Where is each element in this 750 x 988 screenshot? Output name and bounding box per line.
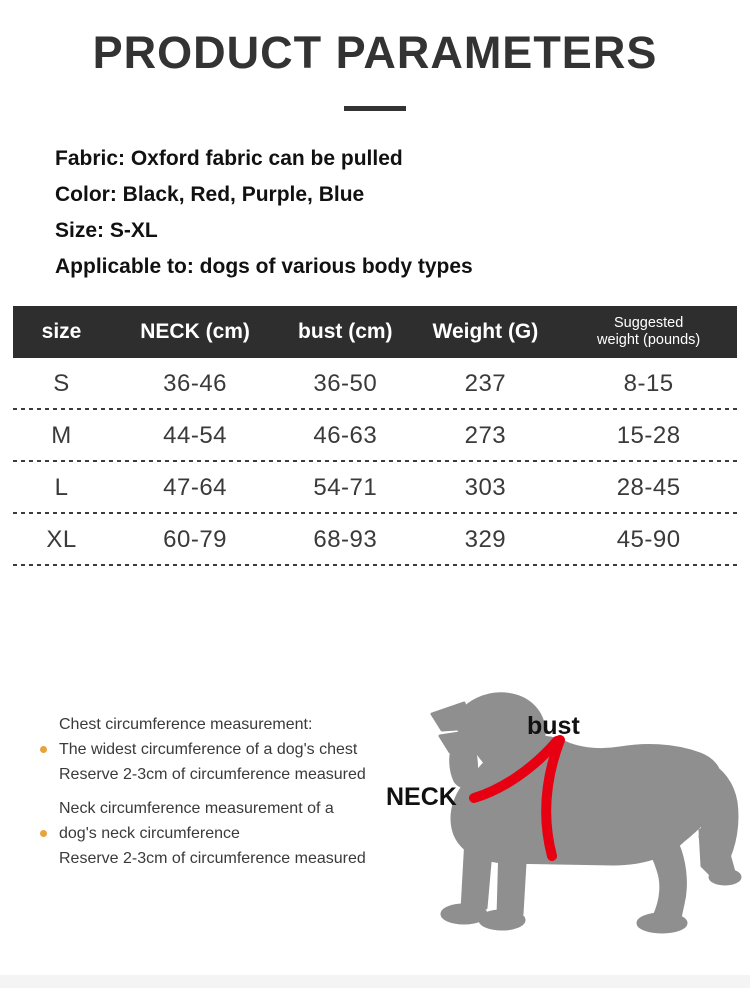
note-line: The widest circumference of a dog's chest [59, 741, 358, 758]
note-line: Chest circumference measurement: [59, 716, 313, 733]
detail-size: Size: S-XL [55, 219, 158, 242]
title-underline [344, 106, 406, 111]
cell-weight: 237 [464, 370, 507, 397]
size-table [13, 306, 737, 566]
col-header-neck: NECK (cm) [140, 320, 250, 344]
cell-size: XL [46, 526, 77, 553]
cell-weight: 273 [464, 422, 507, 449]
cell-neck: 36-46 [163, 370, 228, 397]
col-header-suggested-line2: weight (pounds) [597, 332, 701, 348]
bust-label: bust [527, 712, 580, 740]
cell-bust: 54-71 [313, 474, 378, 501]
col-header-size: size [41, 320, 82, 344]
note-chest-lines [59, 712, 366, 787]
dog-illustration [428, 688, 748, 988]
note-line: Reserve 2-3cm of circumference measured [59, 766, 366, 783]
footer-strip [0, 975, 750, 988]
col-header-bust: bust (cm) [298, 320, 393, 344]
cell-bust: 68-93 [313, 526, 378, 553]
bullet-dot-icon [40, 830, 47, 837]
cell-suggested-weight: 15-28 [616, 422, 681, 449]
dog-front-paw-far [480, 911, 524, 929]
dog-snout [432, 703, 472, 730]
size-table-header-row [13, 306, 737, 358]
table-row-xl [13, 514, 737, 566]
cell-suggested-weight: 8-15 [623, 370, 674, 397]
note-line: dog's neck circumference [59, 825, 240, 842]
col-header-suggested-line1: Suggested [613, 315, 684, 331]
note-chest [40, 712, 400, 787]
col-header-weight: Weight (G) [432, 320, 539, 344]
cell-neck: 44-54 [163, 422, 228, 449]
neck-label: NECK [386, 783, 457, 811]
cell-bust: 46-63 [313, 422, 378, 449]
note-line: Neck circumference measurement of a [59, 800, 334, 817]
bullet-dot-icon [40, 746, 47, 753]
detail-fabric: Fabric: Oxford fabric can be pulled [55, 147, 403, 170]
cell-size: S [53, 370, 70, 397]
dog-silhouette-svg [428, 688, 748, 988]
col-header-suggested-weight [560, 315, 737, 349]
cell-bust: 36-50 [313, 370, 378, 397]
cell-size: M [51, 422, 72, 449]
product-details [55, 141, 473, 285]
dog-front-leg-far [498, 844, 526, 916]
dog-front-leg-near [462, 838, 492, 910]
cell-weight: 329 [464, 526, 507, 553]
measurement-notes [40, 712, 400, 871]
cell-weight: 303 [464, 474, 507, 501]
table-row-s [13, 358, 737, 410]
note-line: Reserve 2-3cm of circumference measured [59, 850, 366, 867]
cell-size: L [54, 474, 69, 501]
note-neck-lines [59, 796, 366, 871]
detail-applicable: Applicable to: dogs of various body types [55, 255, 473, 278]
cell-neck: 47-64 [163, 474, 228, 501]
cell-suggested-weight: 28-45 [616, 474, 681, 501]
dog-hind-paw-far [710, 870, 740, 884]
cell-suggested-weight: 45-90 [616, 526, 681, 553]
dog-hind-paw-near [638, 914, 686, 932]
detail-color: Color: Black, Red, Purple, Blue [55, 183, 365, 206]
table-row-l [13, 462, 737, 514]
table-row-m [13, 410, 737, 462]
page-title: PRODUCT PARAMETERS [92, 27, 658, 78]
note-neck [40, 796, 400, 871]
cell-neck: 60-79 [163, 526, 228, 553]
